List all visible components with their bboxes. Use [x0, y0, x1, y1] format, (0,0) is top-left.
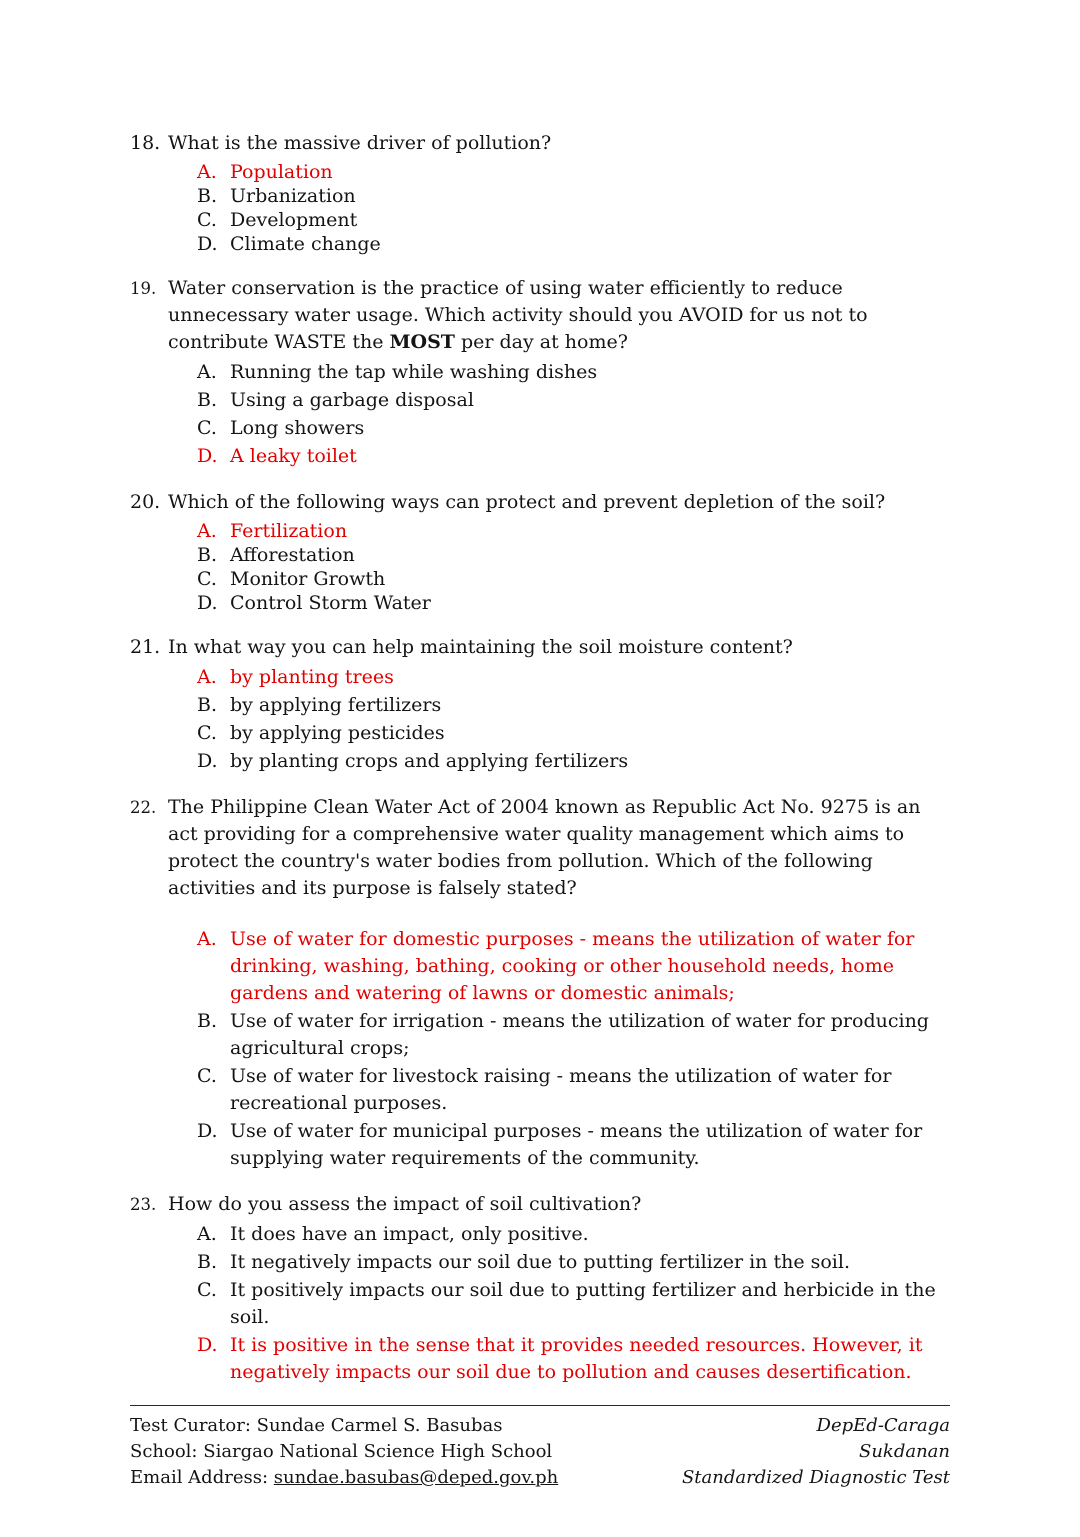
option-text: It does have an impact, only positive.	[230, 1223, 589, 1245]
question-text-segment: The Philippine Clean Water Act of 2004 known as Republic Act No. 9275 is an act providing for a comprehensive water quality management which aims to protect the country's water bodies from pollution. Which of the following activities and its purpose is falsely stated?	[168, 796, 921, 899]
footer-email-link[interactable]: sundae.basubas@deped.gov.ph	[273, 1467, 559, 1488]
footer-test-curator-value: Sundae Carmel S. Basubas	[256, 1415, 503, 1436]
option-text: Monitor Growth	[230, 568, 386, 590]
option-label: A.	[197, 1223, 217, 1245]
options-list	[197, 664, 950, 775]
question-number: 23.	[130, 1195, 157, 1214]
option-23-C	[197, 1277, 950, 1331]
question-text	[168, 489, 950, 516]
option-23-B	[197, 1249, 950, 1276]
question-text-segment: How do you assess the impact of soil cultivation?	[168, 1193, 642, 1215]
option-20-C	[197, 567, 950, 591]
questions-list	[130, 130, 950, 1405]
option-text: Long showers	[230, 417, 365, 439]
option-23-A	[197, 1221, 950, 1248]
option-label: D.	[197, 445, 218, 467]
question-19	[130, 275, 950, 470]
option-label: B.	[197, 1010, 218, 1032]
footer-divider	[130, 1405, 950, 1406]
option-21-D	[197, 748, 950, 775]
option-label: A.	[197, 161, 217, 183]
option-text: It is positive in the sense that it provides needed resources. However, it negatively impacts our soil due to pollution and causes desertification.	[230, 1334, 923, 1383]
option-19-A	[197, 359, 950, 386]
options-list	[197, 160, 950, 256]
option-text: Climate change	[230, 233, 381, 255]
option-label: D.	[197, 1334, 218, 1356]
option-label: D.	[197, 750, 218, 772]
option-20-A	[197, 519, 950, 543]
question-text-segment: What is the massive driver of pollution?	[168, 132, 552, 154]
footer-org-region: DepEd-Caraga	[816, 1415, 950, 1436]
option-text: Use of water for livestock raising - means the utilization of water for recreational purposes.	[230, 1065, 892, 1114]
options-list	[197, 519, 950, 615]
question-number: 19.	[130, 279, 157, 298]
question-18	[130, 130, 950, 256]
footer-test-curator-label: Test Curator:	[130, 1415, 257, 1436]
footer-org-program: Sukdanan	[858, 1441, 950, 1462]
option-21-C	[197, 720, 950, 747]
question-text	[168, 130, 950, 157]
question-number: 22.	[130, 798, 157, 817]
option-label: B.	[197, 389, 218, 411]
option-18-A	[197, 160, 950, 184]
question-line	[130, 275, 950, 356]
footer-curator-block	[130, 1413, 558, 1491]
option-text: Urbanization	[230, 185, 356, 207]
question-line	[130, 634, 950, 661]
question-21	[130, 634, 950, 775]
option-20-B	[197, 543, 950, 567]
footer-email	[130, 1465, 558, 1491]
option-23-D	[197, 1332, 950, 1386]
option-label: B.	[197, 544, 218, 566]
option-text: It negatively impacts our soil due to putting fertilizer in the soil.	[230, 1251, 850, 1273]
option-18-C	[197, 208, 950, 232]
option-label: D.	[197, 233, 218, 255]
option-label: B.	[197, 185, 218, 207]
question-line	[130, 130, 950, 157]
question-text	[168, 275, 950, 356]
footer-test-curator	[130, 1413, 558, 1439]
option-19-B	[197, 387, 950, 414]
option-18-B	[197, 184, 950, 208]
question-text-segment: Which of the following ways can protect and prevent depletion of the soil?	[168, 491, 886, 513]
option-text: by applying fertilizers	[230, 694, 442, 716]
option-text: by planting trees	[230, 666, 394, 688]
question-number: 20.	[130, 491, 161, 513]
question-text-segment: In what way you can help maintaining the soil moisture content?	[168, 636, 793, 658]
option-18-D	[197, 232, 950, 256]
footer-email-label: Email Address:	[130, 1467, 274, 1488]
option-label: A.	[197, 928, 217, 950]
question-number: 18.	[130, 132, 161, 154]
option-label: D.	[197, 1120, 218, 1142]
option-20-D	[197, 591, 950, 615]
footer-school	[130, 1439, 558, 1465]
option-label: A.	[197, 666, 217, 688]
option-text: Fertilization	[230, 520, 348, 542]
option-label: C.	[197, 209, 217, 231]
option-text: It positively impacts our soil due to putting fertilizer and herbicide in the soil.	[230, 1279, 936, 1328]
option-label: C.	[197, 568, 217, 590]
option-22-D	[197, 1118, 950, 1172]
option-text: Afforestation	[230, 544, 355, 566]
option-label: B.	[197, 694, 218, 716]
option-label: A.	[197, 520, 217, 542]
option-label: A.	[197, 361, 217, 383]
option-text: by planting crops and applying fertilizers	[230, 750, 629, 772]
question-text	[168, 1191, 950, 1218]
options-list	[197, 926, 950, 1172]
question-23	[130, 1191, 950, 1386]
option-21-A	[197, 664, 950, 691]
option-label: D.	[197, 592, 218, 614]
option-text: by applying pesticides	[230, 722, 445, 744]
question-number: 21.	[130, 636, 161, 658]
question-text-bold-segment: MOST	[389, 331, 455, 353]
question-line	[130, 489, 950, 516]
option-label: C.	[197, 417, 217, 439]
question-text-segment: Water conservation is the practice of using water efficiently to reduce unnecessary water usage. Which activity should you AVOID for us not to contribute WASTE the	[168, 277, 868, 353]
option-label: C.	[197, 1279, 217, 1301]
footer-school-value: Siargao National Science High School	[203, 1441, 553, 1462]
question-text	[168, 634, 950, 661]
option-22-B	[197, 1008, 950, 1062]
option-21-B	[197, 692, 950, 719]
question-text	[168, 794, 950, 902]
options-list	[197, 1221, 950, 1386]
option-text: Use of water for municipal purposes - means the utilization of water for supplying water requirements of the community.	[230, 1120, 923, 1169]
option-text: A leaky toilet	[230, 445, 357, 467]
option-22-C	[197, 1063, 950, 1117]
option-text: Use of water for domestic purposes - means the utilization of water for drinking, washing, bathing, cooking or other household needs, home gardens and watering of lawns or domestic animals;	[230, 928, 915, 1004]
option-22-A	[197, 926, 950, 1007]
option-19-C	[197, 415, 950, 442]
option-text: Population	[230, 161, 333, 183]
question-text-segment: per day at home?	[454, 331, 628, 353]
option-text: Control Storm Water	[230, 592, 431, 614]
option-text: Development	[230, 209, 358, 231]
option-label: B.	[197, 1251, 218, 1273]
option-text: Using a garbage disposal	[230, 389, 474, 411]
question-line	[130, 1191, 950, 1218]
option-label: C.	[197, 722, 217, 744]
option-text: Running the tap while washing dishes	[230, 361, 598, 383]
question-line	[130, 794, 950, 902]
page-footer	[130, 1405, 950, 1491]
footer-school-label: School:	[130, 1441, 204, 1462]
question-20	[130, 489, 950, 615]
option-19-D	[197, 443, 950, 470]
footer-org-block	[682, 1413, 950, 1491]
footer-org-test-name: Standardized Diagnostic Test	[681, 1467, 950, 1488]
options-list	[197, 359, 950, 470]
option-text: Use of water for irrigation - means the utilization of water for producing agricultural crops;	[230, 1010, 929, 1059]
question-22	[130, 794, 950, 1172]
option-label: C.	[197, 1065, 217, 1087]
